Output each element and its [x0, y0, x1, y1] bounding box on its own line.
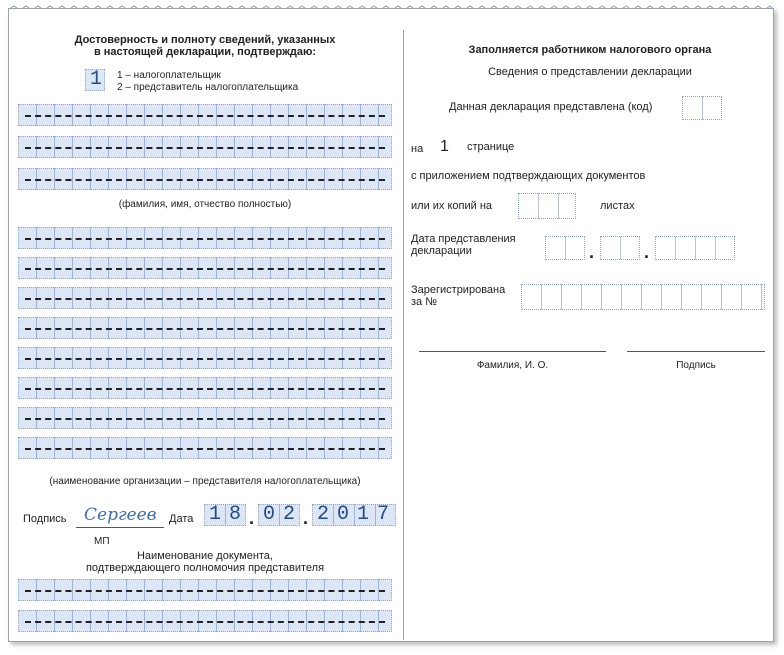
- org-row-3[interactable]: [18, 287, 392, 309]
- org-row-1[interactable]: [18, 227, 392, 249]
- submission-info-heading: Сведения о представлении декларации: [488, 66, 692, 78]
- date-separator: .: [589, 242, 595, 262]
- officer-name-line[interactable]: [419, 351, 606, 352]
- column-divider: [403, 30, 404, 640]
- attachments-label: с приложением подтверждающих документов: [411, 170, 646, 182]
- date-month-cells[interactable]: 02: [258, 504, 300, 526]
- presented-code-label: Данная декларация представлена (код): [449, 101, 653, 113]
- stamp-label: МП: [94, 536, 110, 547]
- org-row-2[interactable]: [18, 257, 392, 279]
- date-separator: .: [249, 508, 255, 528]
- option-representative: 2 – представитель налогоплательщика: [117, 82, 299, 93]
- officer-sign-line[interactable]: [627, 351, 765, 352]
- confirm-heading-line1: Достоверность и полноту сведений, указанных: [74, 34, 336, 46]
- date-separator: .: [644, 242, 650, 262]
- date-label: Дата: [169, 513, 194, 525]
- doc-row-1[interactable]: [18, 579, 392, 601]
- registration-number-cells[interactable]: [521, 284, 765, 310]
- date-year-cells[interactable]: 2017: [312, 504, 396, 526]
- date-separator: .: [303, 508, 309, 528]
- registration-label-line2: за №: [411, 296, 438, 308]
- org-row-7[interactable]: [18, 407, 392, 429]
- submission-date-label-line1: Дата представления: [411, 233, 516, 245]
- option-taxpayer: 1 – налогоплательщик: [117, 70, 221, 81]
- submission-month-cells[interactable]: [600, 236, 640, 260]
- registration-label: [411, 284, 505, 308]
- doc-title-line1: Наименование документа,: [136, 550, 273, 562]
- signature-label: Подпись: [23, 513, 67, 525]
- officer-sign-caption: Подпись: [676, 360, 716, 371]
- on-label: на: [411, 143, 424, 155]
- submission-date-label: [411, 233, 516, 257]
- fio-row-1[interactable]: [18, 104, 392, 126]
- copies-sheets-cells[interactable]: [518, 193, 576, 219]
- confirm-heading: [20, 34, 390, 58]
- officer-name-caption: Фамилия, И. О.: [476, 360, 549, 371]
- signature-value[interactable]: Сергеев: [84, 505, 157, 525]
- org-row-6[interactable]: [18, 377, 392, 399]
- org-row-4[interactable]: [18, 317, 392, 339]
- presented-code-cells[interactable]: [682, 96, 722, 120]
- submission-day-cells[interactable]: [545, 236, 585, 260]
- date-day-cells[interactable]: 18: [204, 504, 246, 526]
- submission-date-label-line2: декларации: [411, 245, 472, 257]
- tax-officer-heading: Заполняется работником налогового органа: [468, 44, 712, 56]
- fio-caption: (фамилия, имя, отчество полностью): [118, 199, 292, 210]
- fio-row-3[interactable]: [18, 168, 392, 190]
- submission-year-cells[interactable]: [655, 236, 735, 260]
- org-row-8[interactable]: [18, 437, 392, 459]
- pages-value[interactable]: 1: [440, 138, 449, 155]
- copies-label: или их копий на: [411, 200, 493, 212]
- doc-row-2[interactable]: [18, 610, 392, 632]
- pages-label: странице: [467, 141, 515, 153]
- sheets-label: листах: [600, 200, 635, 212]
- registration-label-line1: Зарегистрирована: [411, 284, 506, 296]
- org-caption: (наименование организации – представителя налогоплательщика): [49, 476, 361, 487]
- doc-title: [18, 550, 392, 574]
- confirm-heading-line2: в настоящей декларации, подтверждаю:: [93, 46, 317, 58]
- fio-row-2[interactable]: [18, 136, 392, 158]
- signer-code-cell[interactable]: 1: [85, 69, 105, 91]
- doc-title-line2: подтверждающего полномочия представителя: [85, 562, 325, 574]
- signature-line: [76, 527, 164, 528]
- org-row-5[interactable]: [18, 347, 392, 369]
